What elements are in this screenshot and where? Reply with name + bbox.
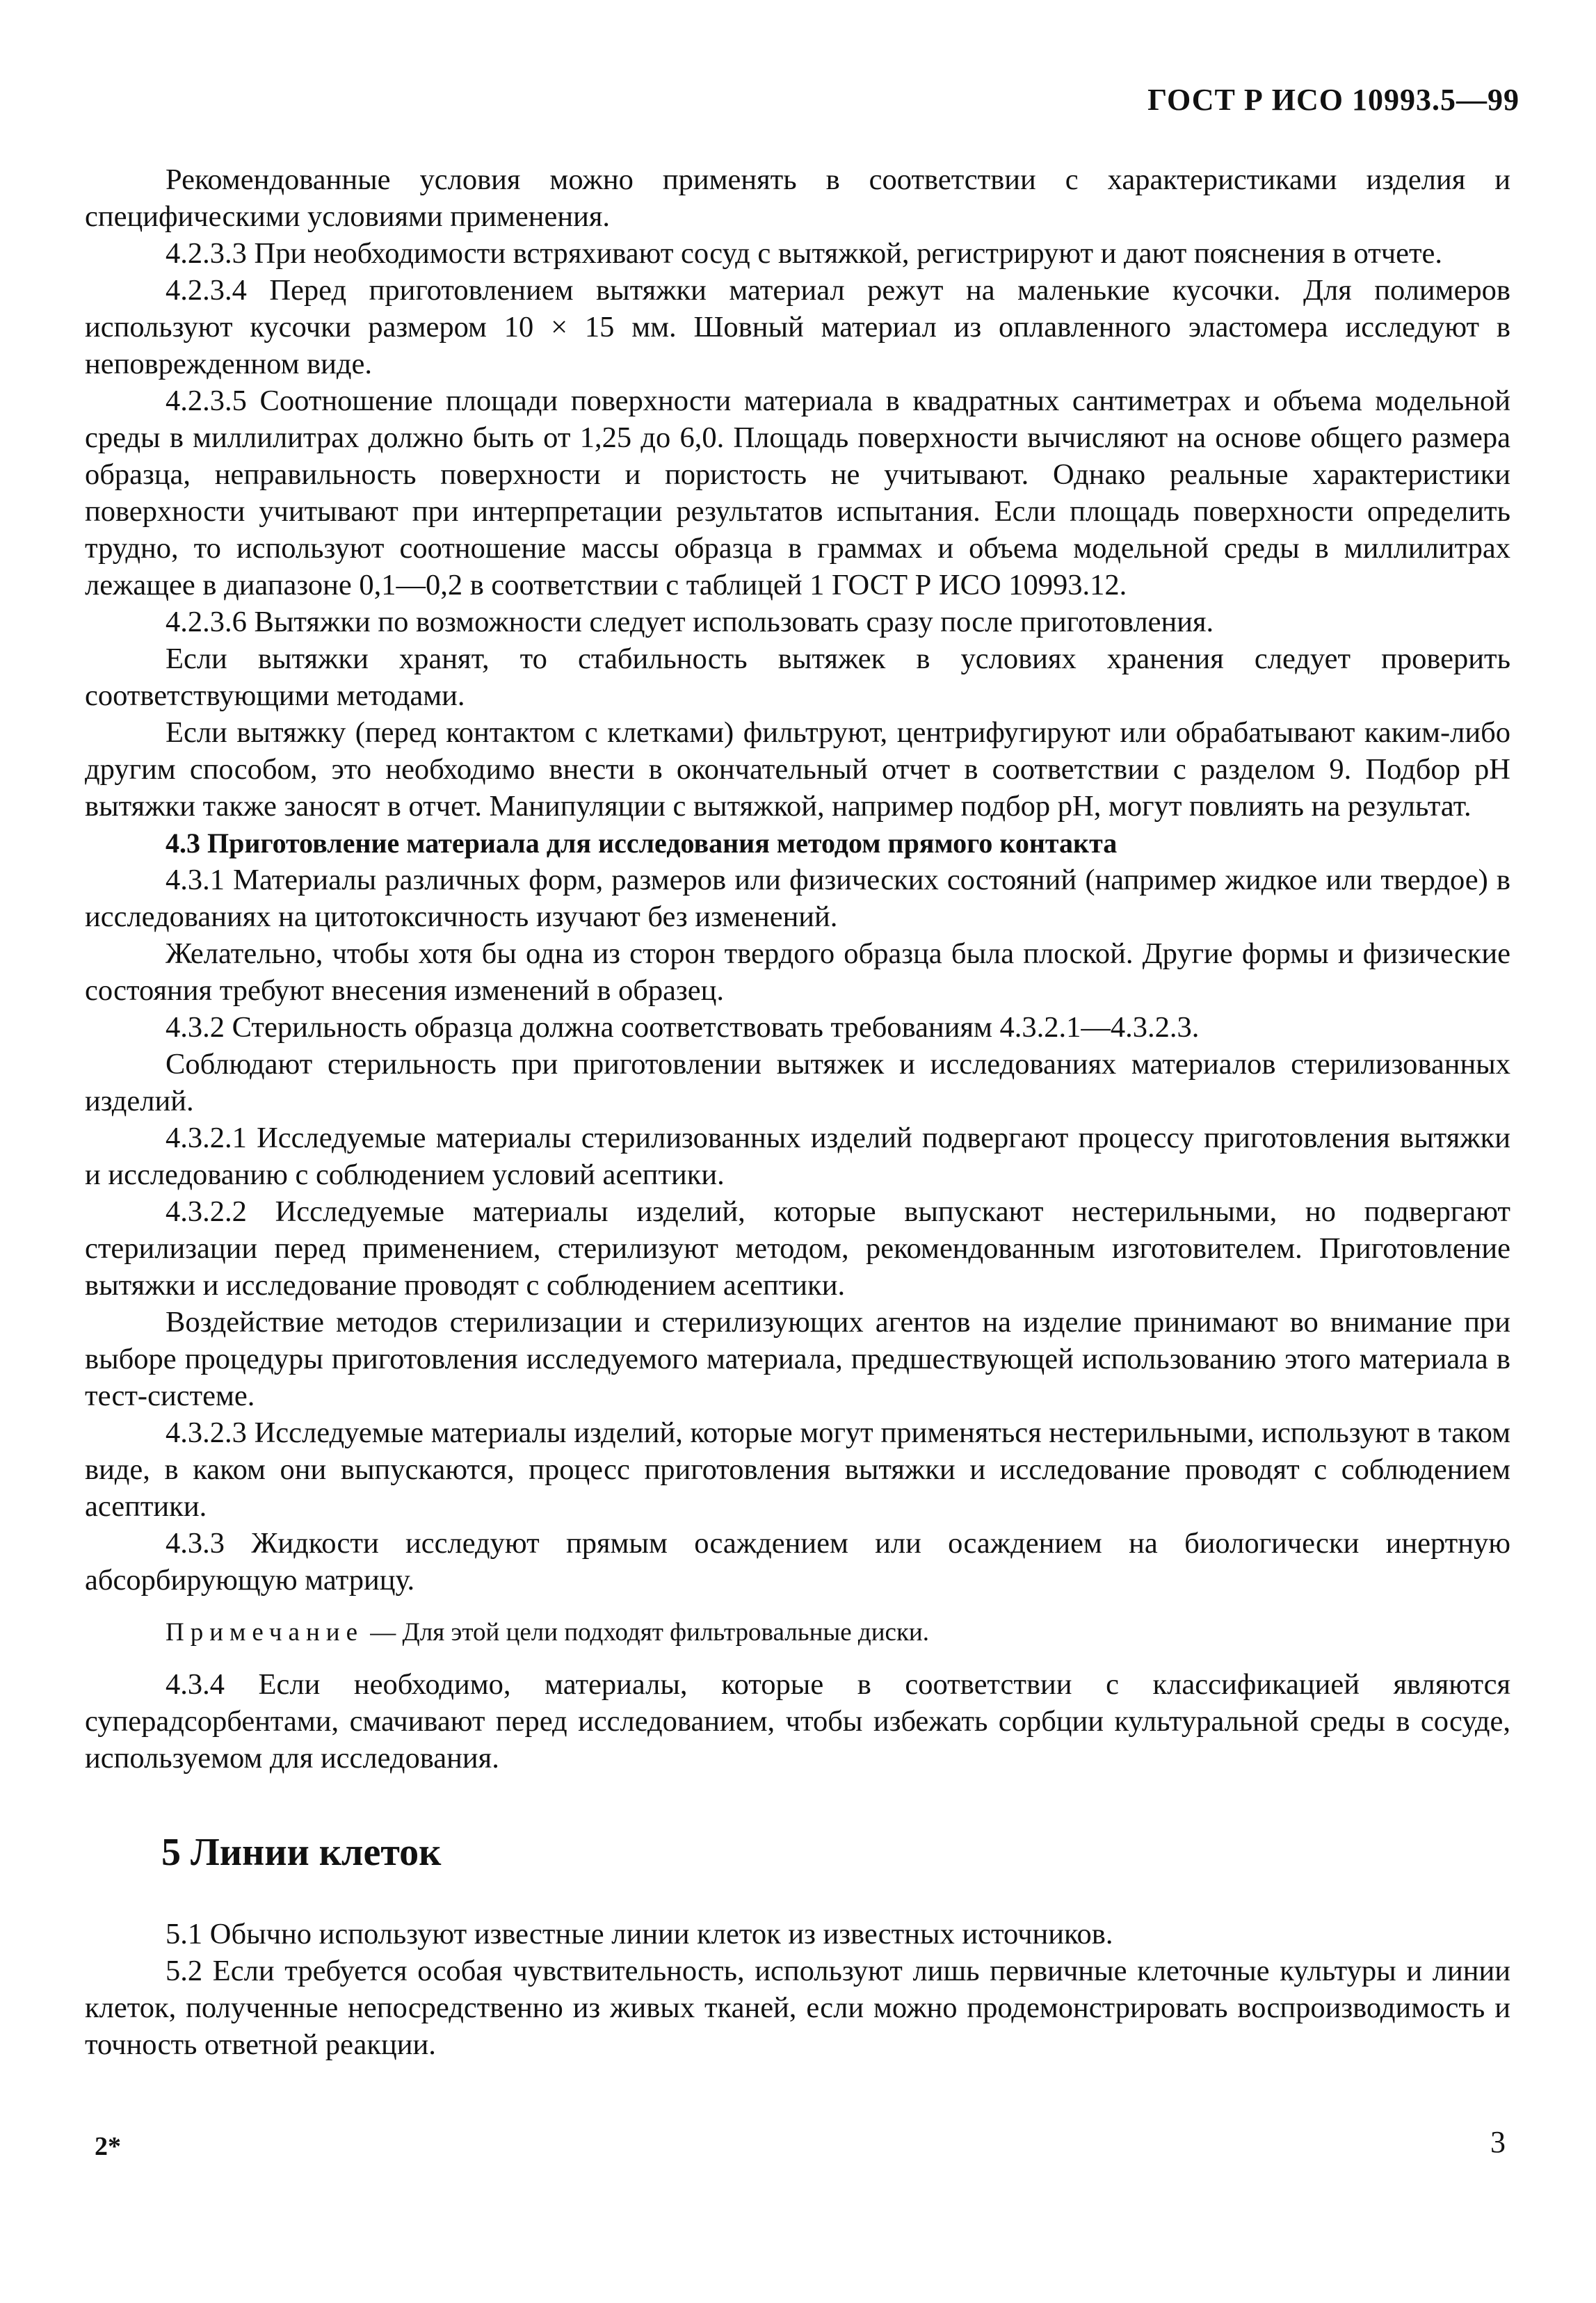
paragraph: 5.1 Обычно используют известные линии клеток из известных источников.	[166, 1918, 1113, 1950]
paragraph: 4.3.2 Стерильность образца должна соответствовать требованиям 4.3.2.1—4.3.2.3.	[166, 1011, 1200, 1044]
paragraph: Соблюдают стерильность при приготовлении вытяжек и исследованиях материалов стерилизованных изделий.	[85, 1048, 1510, 1117]
paragraph: 4.3.1 Материалы различных форм, размеров или физических состояний (например жидкое или твердое) в исследованиях на цитотоксичность изучают без изменений.	[85, 864, 1510, 933]
paragraph: 4.3.2.2 Исследуемые материалы изделий, которые выпускают нестерильными, но подвергают стерилизации перед применением, стерилизуют методом, рекомендованным изготовителем. Приготовление вытяжки и исследование проводят с соблюдением асептики.	[85, 1195, 1510, 1302]
sheet-mark: 2*	[95, 2132, 121, 2161]
note-label: Примечание	[166, 1618, 364, 1647]
subsection-heading: 4.3 Приготовление материала для исследования методом прямого контакта	[166, 827, 1118, 859]
paragraph: 5.2 Если требуется особая чувствительность, используют лишь первичные клеточные культуры и линии клеток, полученные непосредственно из живых тканей, если можно продемонстрировать воспроизводимость и точность ответной реакции.	[85, 1955, 1510, 2061]
page-number: 3	[1490, 2125, 1506, 2159]
paragraph: Если вытяжки хранят, то стабильность вытяжек в условиях хранения следует проверить соответствующими методами.	[85, 643, 1510, 712]
paragraph: 4.2.3.4 Перед приготовлением вытяжки материал режут на маленькие кусочки. Для полимеров используют кусочки размером 10 × 15 мм. Шовный материал из оплавленного эластомера исследуют в неповрежденном виде.	[85, 274, 1510, 380]
paragraph: 4.3.2.3 Исследуемые материалы изделий, которые могут применяться нестерильными, используют в таком виде, в каком они выпускаются, процесс приготовления вытяжки и исследование проводят с соблюдением асептики.	[85, 1416, 1510, 1523]
section-title: 5 Линии клеток	[161, 1831, 442, 1874]
body-text	[85, 161, 1510, 2063]
paragraph: 4.2.3.5 Соотношение площади поверхности материала в квадратных сантиметрах и объема модельной среды в миллилитрах должно быть от 1,25 до 6,0. Площадь поверхности вычисляют на основе общего размера образца, неправильность поверхности и пористость не учитывают. Однако реальные характеристики поверхности учитывают при интерпретации результатов испытания. Если площадь поверхности определить трудно, то используют соотношение массы образца в граммах и объема модельной среды в миллилитрах лежащее в диапазоне 0,1—0,2 в соответствии с таблицей 1 ГОСТ Р ИСО 10993.12.	[85, 385, 1510, 601]
document-id-header: ГОСТ Р ИСО 10993.5—99	[1147, 83, 1520, 117]
paragraph: Воздействие методов стерилизации и стерилизующих агентов на изделие принимают во внимание при выборе процедуры приготовления исследуемого материала, предшествующей использованию этого материала в тест-системе.	[85, 1306, 1510, 1412]
paragraph: 4.3.4 Если необходимо, материалы, которые в соответствии с классификацией являются суперадсорбентами, смачивают перед исследованием, чтобы избежать сорбции культуральной среды в сосуде, используемом для исследования.	[85, 1668, 1510, 1775]
paragraph: Рекомендованные условия можно применять в соответствии с характеристиками изделия и специфическими условиями применения.	[85, 163, 1510, 233]
paragraph: Желательно, чтобы хотя бы одна из сторон твердого образца была плоской. Другие формы и физические состояния требуют внесения изменений в образец.	[85, 937, 1510, 1007]
paragraph: 4.2.3.3 При необходимости встряхивают сосуд с вытяжкой, регистрируют и дают пояснения в отчете.	[166, 237, 1443, 270]
paragraph: Если вытяжку (перед контактом с клетками) фильтруют, центрифугируют или обрабатывают каким-либо другим способом, это необходимо внести в окончательный отчет в соответствии с разделом 9. Подбор pH вытяжки также заносят в отчет. Манипуляции с вытяжкой, например подбор pH, могут повлиять на результат.	[85, 716, 1510, 823]
note	[85, 1614, 1510, 1651]
paragraph: 4.2.3.6 Вытяжки по возможности следует использовать сразу после приготовления.	[166, 606, 1214, 638]
paragraph: 4.3.2.1 Исследуемые материалы стерилизованных изделий подвергают процессу приготовления вытяжки и исследованию с соблюдением условий асептики.	[85, 1122, 1510, 1191]
note-text: — Для этой цели подходят фильтровальные диски.	[364, 1618, 929, 1647]
paragraph: 4.3.3 Жидкости исследуют прямым осаждением или осаждением на биологически инертную абсорбирующую матрицу.	[85, 1527, 1510, 1597]
